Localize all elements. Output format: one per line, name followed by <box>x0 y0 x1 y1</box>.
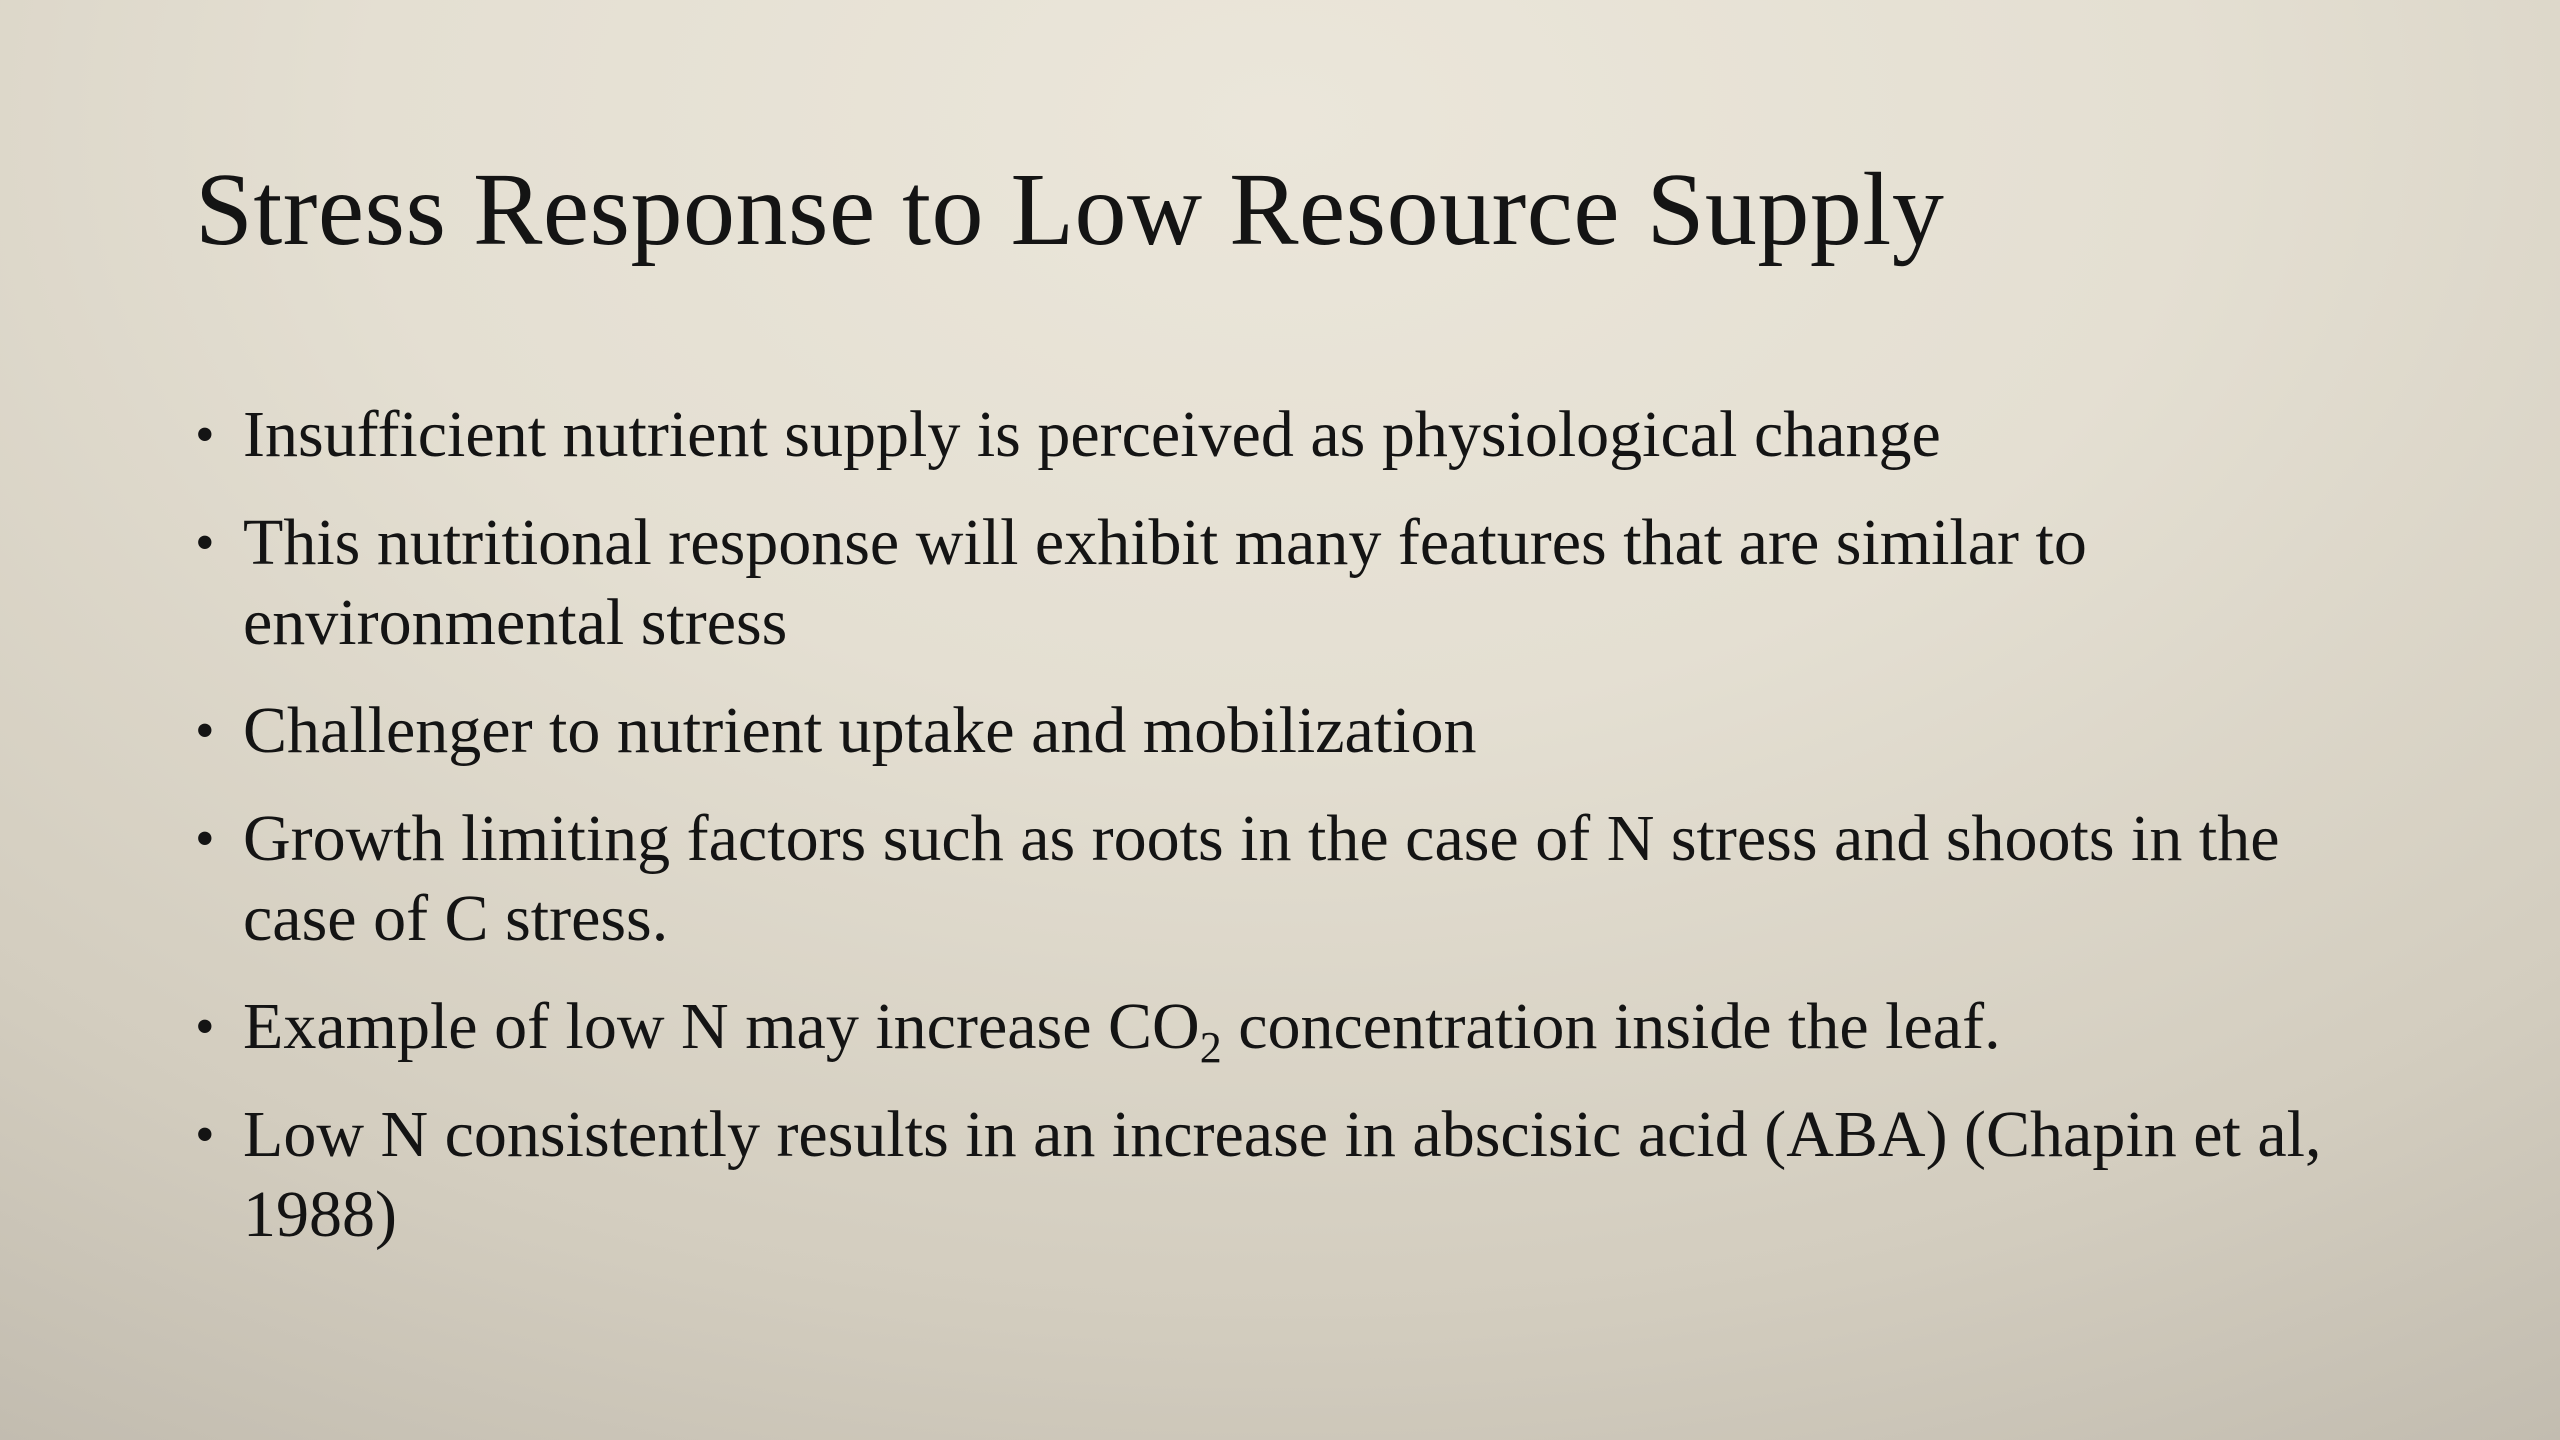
bullet-marker: • <box>195 996 215 1058</box>
bullet-marker: • <box>195 1104 215 1166</box>
bullet-item <box>195 691 2375 771</box>
bullet-text: Insufficient nutrient supply is perceived as physiological change <box>243 398 1941 471</box>
bullet-text: Challenger to nutrient uptake and mobilization <box>243 694 1477 767</box>
bullet-item <box>195 1095 2375 1255</box>
slide-title: Stress Response to Low Resource Supply <box>195 152 1945 267</box>
bullet-text: Growth limiting factors such as roots in the case of N stress and shoots in the case of C stress. <box>243 802 2280 955</box>
bullet-text: This nutritional response will exhibit many features that are similar to environmental stress <box>243 506 2087 659</box>
bullet-marker: • <box>195 808 215 870</box>
bullet-item <box>195 395 2375 475</box>
subscript: 2 <box>1199 1023 1222 1072</box>
bullet-item <box>195 799 2375 959</box>
bullet-item <box>195 503 2375 663</box>
bullet-text-before: Example of low N may increase CO <box>243 990 1200 1063</box>
bullet-marker: • <box>195 404 215 466</box>
bullet-marker: • <box>195 700 215 762</box>
bullet-item <box>195 987 2375 1072</box>
bullet-text: Low N consistently results in an increase in abscisic acid (ABA) (Chapin et al, 1988) <box>243 1098 2322 1251</box>
bullet-list <box>195 395 2375 1283</box>
bullet-text-after: concentration inside the leaf. <box>1221 990 2001 1063</box>
bullet-marker: • <box>195 512 215 574</box>
